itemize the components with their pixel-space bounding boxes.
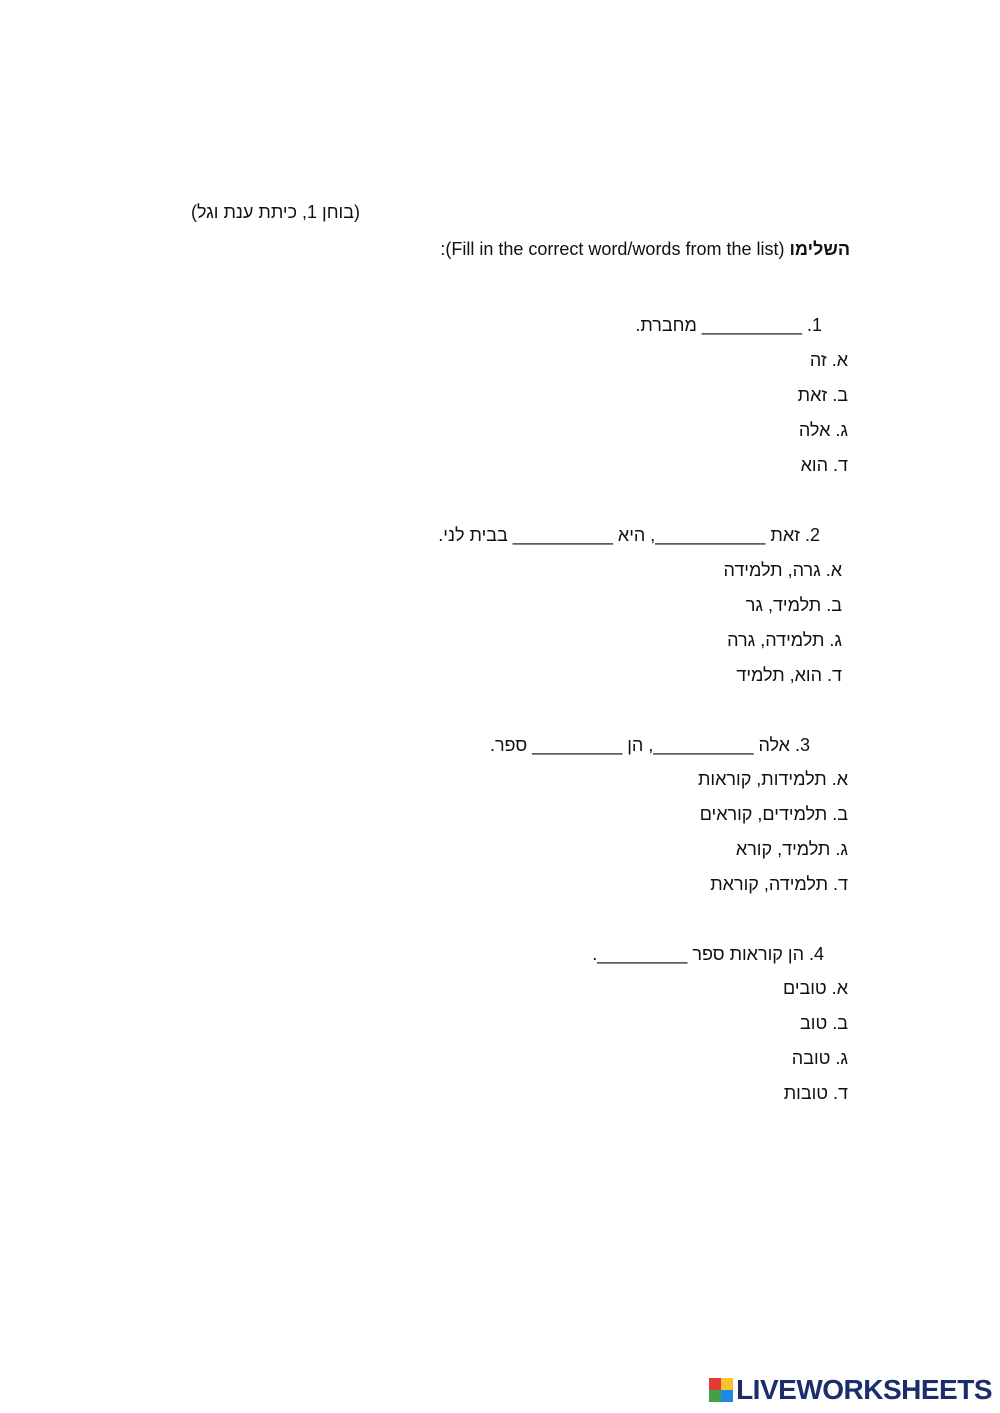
question-4-option-b[interactable]: ב. טוב: [800, 1013, 848, 1033]
question-3-prompt: 3. אלה __________, הן _________ ספר.: [489, 735, 810, 755]
question-2-prompt: 2. זאת ___________, היא __________ בבית לני.: [438, 525, 820, 545]
instructions: [440, 238, 850, 260]
question-1-prompt: 1. __________ מחברת.: [635, 315, 822, 335]
question-3-option-b[interactable]: ב. תלמידים, קוראים: [699, 804, 848, 824]
question-2-option-a[interactable]: א. גרה, תלמידה: [723, 560, 842, 580]
question-3-option-a[interactable]: א. תלמידות, קוראות: [697, 769, 848, 789]
instructions-bold: השלימו: [789, 239, 850, 259]
question-3-option-d[interactable]: ד. תלמידה, קוראת: [710, 874, 848, 894]
liveworksheets-logo-text: LIVEWORKSHEETS: [736, 1374, 992, 1405]
liveworksheets-logo: [709, 1373, 992, 1407]
question-1-option-a[interactable]: א. זה: [809, 350, 848, 370]
question-2-option-d[interactable]: ד. הוא, תלמיד: [736, 665, 842, 685]
question-4-option-c[interactable]: ג. טובה: [791, 1048, 848, 1068]
question-1-option-c[interactable]: ג. אלה: [798, 420, 848, 440]
question-4-prompt: 4. הן קוראות ספר _________.: [592, 944, 824, 964]
instructions-text: (Fill in the correct word/words from the list):: [440, 239, 790, 259]
question-3-option-c[interactable]: ג. תלמיד, קורא: [735, 839, 848, 859]
quiz-header: (בוחן 1, כיתת ענת וגל): [191, 202, 360, 222]
question-2-option-c[interactable]: ג. תלמידה, גרה: [727, 630, 842, 650]
question-1-option-d[interactable]: ד. הוא: [800, 455, 848, 475]
question-2-option-b[interactable]: ב. תלמיד, גר: [745, 595, 842, 615]
liveworksheets-logo-icon: [709, 1378, 733, 1402]
question-1-option-b[interactable]: ב. זאת: [797, 385, 848, 405]
question-4-option-d[interactable]: ד. טובות: [783, 1083, 848, 1103]
question-4-option-a[interactable]: א. טובים: [782, 978, 848, 998]
